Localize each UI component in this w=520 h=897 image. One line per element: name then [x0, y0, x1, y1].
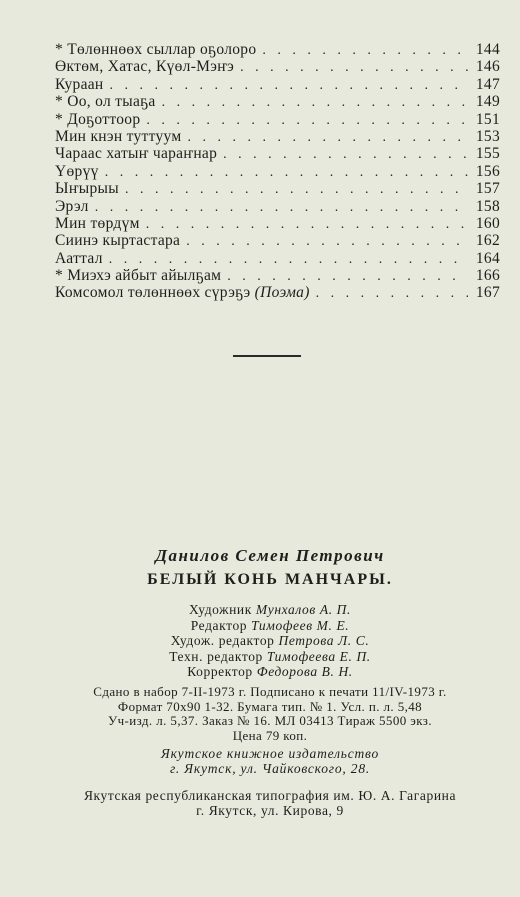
toc-leader-dots [105, 164, 468, 181]
toc-entry-title: Ыҥырыы [55, 180, 119, 198]
toc-entry-page: 164 [475, 249, 500, 267]
toc-entry-title: * Төлөннөөх сыллар оҕолоро [55, 41, 257, 58]
toc-leader-dots [262, 42, 468, 59]
credit-line [40, 649, 500, 665]
toc-leader-dots [146, 112, 468, 129]
toc-entry-page: 157 [475, 180, 500, 198]
toc-leader-dots [187, 129, 468, 146]
toc-entry-page: 167 [475, 284, 500, 302]
section-divider [233, 355, 301, 357]
toc-leader-dots [227, 268, 468, 285]
toc-entry [55, 250, 500, 267]
credit-role: Худож. редактор [170, 633, 275, 648]
toc-entry-page: 149 [475, 93, 500, 111]
author-name: Данилов Семен Петрович [155, 546, 385, 565]
toc-entry-title: Чараас хатыҥ чараҥнар [55, 145, 218, 163]
toc-leader-dots [162, 94, 468, 111]
toc-entry-page: 147 [475, 75, 500, 93]
toc-entry [55, 111, 500, 128]
toc-entry-title: * Оо, ол тыаҕа [55, 93, 156, 111]
toc-entry-title: Кураан [55, 75, 104, 93]
toc-entry-title: Мин кнэн туттуум [55, 127, 182, 145]
toc-entry [55, 180, 500, 197]
toc-entry-page: 158 [475, 197, 500, 215]
toc-entry-title: Үөрүү [55, 162, 99, 180]
toc-leader-dots [186, 233, 468, 250]
publisher-name: Якутское книжное издательство [160, 746, 380, 761]
toc-entry-page: 160 [475, 214, 500, 232]
toc-entry-page: 162 [475, 232, 500, 250]
toc-leader-dots [316, 285, 468, 302]
toc-leader-dots [240, 59, 468, 76]
toc-leader-dots [125, 181, 468, 198]
toc-entry-page: 166 [475, 267, 500, 285]
toc-entry-title [55, 284, 310, 301]
credit-role: Редактор [190, 617, 248, 633]
printing-details [40, 685, 500, 743]
credit-line [40, 602, 500, 618]
credit-person: Тимофеев М. Е. [251, 617, 350, 633]
toc-leader-dots [223, 146, 468, 163]
toc-leader-dots [95, 199, 468, 216]
toc-entry-title-note: (Поэма) [254, 284, 310, 302]
credit-role: Художник [189, 602, 252, 617]
toc-entry [55, 284, 500, 301]
credit-person: Федорова В. Н. [256, 664, 353, 679]
printing-detail-line: Формат 70х90 1-32. Бумага тип. № 1. Усл. п. л. 5,48 [117, 698, 423, 714]
toc-entry-title-text: Комсомол төлөннөөх сүрэҕэ [55, 284, 251, 302]
credits-block [40, 602, 500, 680]
toc-entry [55, 215, 500, 232]
toc-entry-title: Мин төрдүм [55, 214, 140, 232]
toc-entry-title: Сиинэ кыртастара [55, 232, 181, 250]
toc-entry-page: 155 [475, 145, 500, 163]
toc-entry [55, 58, 500, 75]
toc-entry [55, 41, 500, 58]
book-title: БЕЛЫЙ КОНЬ МАНЧАРЫ. [147, 571, 393, 588]
credit-person: Петрова Л. С. [278, 633, 370, 648]
publisher-address: г. Якутск, ул. Чайковского, 28. [169, 761, 371, 776]
toc-entry-page: 151 [475, 110, 500, 128]
toc-entry-title: Өктөм, Хатас, Күөл-Мэҥэ [55, 58, 235, 76]
toc-entry-title: * Миэхэ айбыт айылҕам [55, 267, 222, 285]
printer-address: г. Якутск, ул. Кирова, 9 [196, 803, 344, 818]
printer-name: Якутская республиканская типография им. Ю. А. Гагарина [83, 788, 457, 803]
credit-line [40, 664, 500, 680]
toc-entry [55, 163, 500, 180]
toc-entry-title: * Доҕоттоор [55, 110, 141, 128]
table-of-contents [55, 41, 500, 302]
toc-entry [55, 232, 500, 249]
printer-block [40, 788, 500, 818]
credit-person: Тимофеева Е. П. [266, 648, 371, 664]
toc-leader-dots [146, 216, 468, 233]
toc-leader-dots [109, 251, 468, 268]
toc-entry [55, 198, 500, 215]
toc-entry-title: Ааттал [55, 249, 103, 267]
toc-entry-page: 156 [475, 162, 500, 180]
toc-entry-page: 146 [475, 58, 500, 76]
toc-entry [55, 93, 500, 110]
credit-line [40, 633, 500, 649]
printing-detail-line: Сдано в набор 7-II-1973 г. Подписано к печати 11/IV-1973 г. [93, 684, 447, 699]
printing-detail-line: Уч-изд. л. 5,37. Заказ № 16. МЛ 03413 Тираж 5500 экз. [107, 713, 432, 728]
credit-role: Корректор [187, 664, 253, 679]
toc-entry-page: 153 [475, 127, 500, 145]
toc-entry [55, 128, 500, 145]
toc-entry-title: Эрэл [55, 197, 89, 215]
toc-entry [55, 267, 500, 284]
toc-entry [55, 145, 500, 162]
credit-line [40, 618, 500, 634]
credit-person: Мунхалов А. П. [255, 602, 351, 617]
toc-leader-dots [110, 77, 468, 94]
toc-entry-page: 144 [475, 41, 500, 58]
credit-role: Техн. редактор [169, 648, 263, 664]
toc-entry [55, 76, 500, 93]
price-line: Цена 79 коп. [232, 727, 308, 743]
publisher-block [40, 746, 500, 776]
